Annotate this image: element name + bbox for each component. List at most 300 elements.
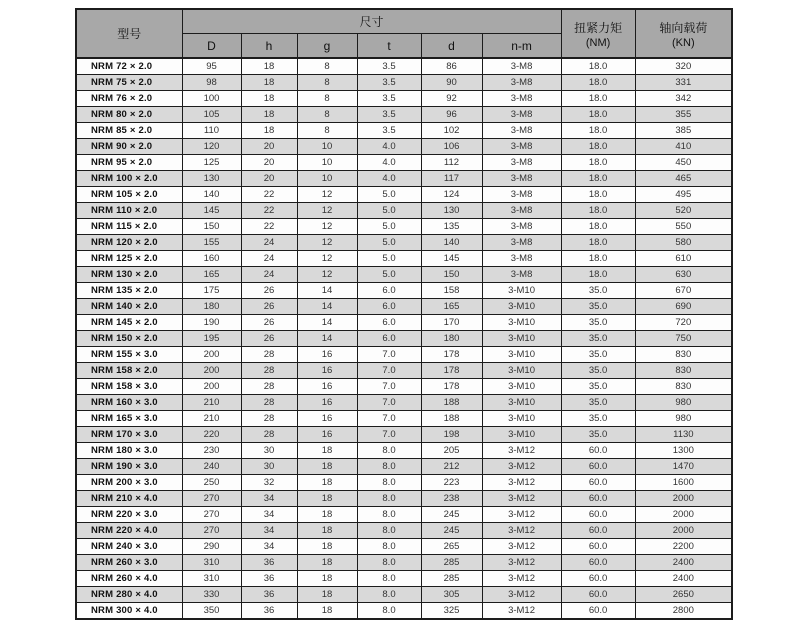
model-cell: NRM 72 × 2.0 bbox=[76, 58, 182, 75]
model-cell: NRM 190 × 3.0 bbox=[76, 459, 182, 475]
value-cell: 3-M12 bbox=[482, 507, 561, 523]
value-cell: 5.0 bbox=[357, 235, 421, 251]
value-cell: 175 bbox=[182, 283, 241, 299]
value-cell: 36 bbox=[241, 603, 297, 620]
value-cell: 8 bbox=[297, 107, 357, 123]
value-cell: 18 bbox=[297, 539, 357, 555]
value-cell: 100 bbox=[182, 91, 241, 107]
value-cell: 3-M8 bbox=[482, 171, 561, 187]
value-cell: 5.0 bbox=[357, 203, 421, 219]
value-cell: 28 bbox=[241, 363, 297, 379]
load-column-header bbox=[635, 9, 732, 58]
value-cell: 35.0 bbox=[561, 283, 635, 299]
value-cell: 36 bbox=[241, 555, 297, 571]
value-cell: 3-M12 bbox=[482, 571, 561, 587]
value-cell: 3-M8 bbox=[482, 58, 561, 75]
value-cell: 3-M12 bbox=[482, 555, 561, 571]
value-cell: 35.0 bbox=[561, 331, 635, 347]
value-cell: 92 bbox=[421, 91, 482, 107]
value-cell: 60.0 bbox=[561, 507, 635, 523]
value-cell: 120 bbox=[182, 139, 241, 155]
value-cell: 26 bbox=[241, 331, 297, 347]
value-cell: 18 bbox=[297, 443, 357, 459]
value-cell: 350 bbox=[182, 603, 241, 620]
value-cell: 7.0 bbox=[357, 379, 421, 395]
model-cell: NRM 160 × 3.0 bbox=[76, 395, 182, 411]
value-cell: 3-M10 bbox=[482, 363, 561, 379]
table-row bbox=[76, 267, 732, 283]
table-row bbox=[76, 507, 732, 523]
value-cell: 60.0 bbox=[561, 459, 635, 475]
value-cell: 3-M10 bbox=[482, 379, 561, 395]
col-header-g: g bbox=[297, 34, 357, 59]
col-header-h: h bbox=[241, 34, 297, 59]
table-row bbox=[76, 603, 732, 620]
model-cell: NRM 80 × 2.0 bbox=[76, 107, 182, 123]
table-row bbox=[76, 411, 732, 427]
value-cell: 3-M8 bbox=[482, 267, 561, 283]
value-cell: 8.0 bbox=[357, 587, 421, 603]
value-cell: 18.0 bbox=[561, 219, 635, 235]
value-cell: 3-M8 bbox=[482, 139, 561, 155]
value-cell: 18.0 bbox=[561, 91, 635, 107]
value-cell: 90 bbox=[421, 75, 482, 91]
table-row bbox=[76, 171, 732, 187]
spec-table-header bbox=[76, 9, 732, 58]
value-cell: 520 bbox=[635, 203, 732, 219]
value-cell: 270 bbox=[182, 507, 241, 523]
table-row bbox=[76, 491, 732, 507]
model-cell: NRM 110 × 2.0 bbox=[76, 203, 182, 219]
col-header-nm: n-m bbox=[482, 34, 561, 59]
value-cell: 18 bbox=[241, 107, 297, 123]
value-cell: 610 bbox=[635, 251, 732, 267]
value-cell: 980 bbox=[635, 411, 732, 427]
value-cell: 26 bbox=[241, 283, 297, 299]
value-cell: 140 bbox=[421, 235, 482, 251]
col-header-t: t bbox=[357, 34, 421, 59]
value-cell: 60.0 bbox=[561, 491, 635, 507]
value-cell: 34 bbox=[241, 491, 297, 507]
table-row bbox=[76, 379, 732, 395]
value-cell: 188 bbox=[421, 395, 482, 411]
value-cell: 112 bbox=[421, 155, 482, 171]
value-cell: 35.0 bbox=[561, 379, 635, 395]
value-cell: 3-M10 bbox=[482, 395, 561, 411]
value-cell: 178 bbox=[421, 379, 482, 395]
value-cell: 35.0 bbox=[561, 411, 635, 427]
value-cell: 28 bbox=[241, 347, 297, 363]
model-cell: NRM 140 × 2.0 bbox=[76, 299, 182, 315]
value-cell: 14 bbox=[297, 331, 357, 347]
value-cell: 28 bbox=[241, 411, 297, 427]
value-cell: 35.0 bbox=[561, 315, 635, 331]
value-cell: 3-M12 bbox=[482, 491, 561, 507]
value-cell: 1470 bbox=[635, 459, 732, 475]
table-row bbox=[76, 75, 732, 91]
value-cell: 3-M10 bbox=[482, 411, 561, 427]
value-cell: 95 bbox=[182, 58, 241, 75]
value-cell: 24 bbox=[241, 267, 297, 283]
value-cell: 331 bbox=[635, 75, 732, 91]
model-cell: NRM 260 × 4.0 bbox=[76, 571, 182, 587]
value-cell: 3-M10 bbox=[482, 283, 561, 299]
value-cell: 3.5 bbox=[357, 58, 421, 75]
value-cell: 238 bbox=[421, 491, 482, 507]
model-cell: NRM 95 × 2.0 bbox=[76, 155, 182, 171]
table-row bbox=[76, 555, 732, 571]
value-cell: 8.0 bbox=[357, 443, 421, 459]
value-cell: 28 bbox=[241, 395, 297, 411]
value-cell: 14 bbox=[297, 283, 357, 299]
value-cell: 30 bbox=[241, 459, 297, 475]
value-cell: 190 bbox=[182, 315, 241, 331]
value-cell: 3-M8 bbox=[482, 235, 561, 251]
value-cell: 212 bbox=[421, 459, 482, 475]
model-cell: NRM 100 × 2.0 bbox=[76, 171, 182, 187]
table-row bbox=[76, 123, 732, 139]
value-cell: 150 bbox=[182, 219, 241, 235]
model-cell: NRM 220 × 4.0 bbox=[76, 523, 182, 539]
value-cell: 3-M10 bbox=[482, 347, 561, 363]
value-cell: 3-M8 bbox=[482, 187, 561, 203]
table-row bbox=[76, 91, 732, 107]
value-cell: 3-M8 bbox=[482, 107, 561, 123]
value-cell: 3-M12 bbox=[482, 539, 561, 555]
torque-unit: (NM) bbox=[585, 36, 611, 49]
value-cell: 60.0 bbox=[561, 571, 635, 587]
value-cell: 12 bbox=[297, 235, 357, 251]
value-cell: 285 bbox=[421, 571, 482, 587]
model-cell: NRM 130 × 2.0 bbox=[76, 267, 182, 283]
table-row bbox=[76, 219, 732, 235]
value-cell: 6.0 bbox=[357, 283, 421, 299]
value-cell: 117 bbox=[421, 171, 482, 187]
value-cell: 124 bbox=[421, 187, 482, 203]
value-cell: 6.0 bbox=[357, 331, 421, 347]
value-cell: 16 bbox=[297, 379, 357, 395]
value-cell: 18 bbox=[241, 91, 297, 107]
value-cell: 18.0 bbox=[561, 155, 635, 171]
table-row bbox=[76, 203, 732, 219]
spec-table bbox=[75, 8, 733, 620]
value-cell: 18.0 bbox=[561, 75, 635, 91]
model-cell: NRM 135 × 2.0 bbox=[76, 283, 182, 299]
value-cell: 305 bbox=[421, 587, 482, 603]
value-cell: 342 bbox=[635, 91, 732, 107]
value-cell: 20 bbox=[241, 155, 297, 171]
value-cell: 18 bbox=[297, 571, 357, 587]
value-cell: 18 bbox=[297, 475, 357, 491]
value-cell: 7.0 bbox=[357, 427, 421, 443]
value-cell: 2800 bbox=[635, 603, 732, 620]
value-cell: 2400 bbox=[635, 555, 732, 571]
value-cell: 8.0 bbox=[357, 491, 421, 507]
value-cell: 36 bbox=[241, 571, 297, 587]
value-cell: 105 bbox=[182, 107, 241, 123]
value-cell: 3-M8 bbox=[482, 123, 561, 139]
value-cell: 450 bbox=[635, 155, 732, 171]
value-cell: 2000 bbox=[635, 523, 732, 539]
model-cell: NRM 76 × 2.0 bbox=[76, 91, 182, 107]
value-cell: 18.0 bbox=[561, 203, 635, 219]
value-cell: 60.0 bbox=[561, 475, 635, 491]
value-cell: 1600 bbox=[635, 475, 732, 491]
value-cell: 223 bbox=[421, 475, 482, 491]
value-cell: 8 bbox=[297, 58, 357, 75]
value-cell: 96 bbox=[421, 107, 482, 123]
value-cell: 200 bbox=[182, 363, 241, 379]
model-cell: NRM 260 × 3.0 bbox=[76, 555, 182, 571]
load-title: 轴向载荷 bbox=[659, 20, 708, 35]
value-cell: 28 bbox=[241, 427, 297, 443]
model-cell: NRM 85 × 2.0 bbox=[76, 123, 182, 139]
value-cell: 14 bbox=[297, 299, 357, 315]
value-cell: 2650 bbox=[635, 587, 732, 603]
table-row bbox=[76, 395, 732, 411]
value-cell: 8 bbox=[297, 123, 357, 139]
value-cell: 495 bbox=[635, 187, 732, 203]
value-cell: 3-M12 bbox=[482, 443, 561, 459]
model-column-header: 型号 bbox=[76, 9, 182, 58]
value-cell: 320 bbox=[635, 58, 732, 75]
value-cell: 2000 bbox=[635, 507, 732, 523]
value-cell: 60.0 bbox=[561, 539, 635, 555]
value-cell: 8.0 bbox=[357, 475, 421, 491]
value-cell: 230 bbox=[182, 443, 241, 459]
value-cell: 18 bbox=[297, 459, 357, 475]
value-cell: 3-M10 bbox=[482, 299, 561, 315]
table-row bbox=[76, 315, 732, 331]
value-cell: 18 bbox=[297, 491, 357, 507]
value-cell: 4.0 bbox=[357, 139, 421, 155]
value-cell: 16 bbox=[297, 363, 357, 379]
value-cell: 5.0 bbox=[357, 219, 421, 235]
table-row bbox=[76, 459, 732, 475]
value-cell: 22 bbox=[241, 187, 297, 203]
table-row bbox=[76, 139, 732, 155]
value-cell: 3-M12 bbox=[482, 523, 561, 539]
value-cell: 18 bbox=[297, 507, 357, 523]
value-cell: 670 bbox=[635, 283, 732, 299]
value-cell: 18.0 bbox=[561, 171, 635, 187]
value-cell: 210 bbox=[182, 395, 241, 411]
value-cell: 12 bbox=[297, 267, 357, 283]
table-row bbox=[76, 155, 732, 171]
value-cell: 3-M10 bbox=[482, 331, 561, 347]
value-cell: 34 bbox=[241, 539, 297, 555]
value-cell: 12 bbox=[297, 251, 357, 267]
value-cell: 160 bbox=[182, 251, 241, 267]
table-row bbox=[76, 523, 732, 539]
value-cell: 110 bbox=[182, 123, 241, 139]
value-cell: 198 bbox=[421, 427, 482, 443]
value-cell: 178 bbox=[421, 363, 482, 379]
value-cell: 150 bbox=[421, 267, 482, 283]
value-cell: 4.0 bbox=[357, 155, 421, 171]
value-cell: 6.0 bbox=[357, 315, 421, 331]
col-header-D: D bbox=[182, 34, 241, 59]
value-cell: 135 bbox=[421, 219, 482, 235]
value-cell: 8.0 bbox=[357, 539, 421, 555]
value-cell: 8 bbox=[297, 91, 357, 107]
value-cell: 245 bbox=[421, 523, 482, 539]
value-cell: 10 bbox=[297, 171, 357, 187]
value-cell: 3.5 bbox=[357, 123, 421, 139]
value-cell: 34 bbox=[241, 523, 297, 539]
value-cell: 330 bbox=[182, 587, 241, 603]
value-cell: 200 bbox=[182, 347, 241, 363]
value-cell: 18.0 bbox=[561, 187, 635, 203]
value-cell: 35.0 bbox=[561, 427, 635, 443]
value-cell: 102 bbox=[421, 123, 482, 139]
value-cell: 35.0 bbox=[561, 363, 635, 379]
value-cell: 720 bbox=[635, 315, 732, 331]
value-cell: 3-M12 bbox=[482, 475, 561, 491]
value-cell: 35.0 bbox=[561, 395, 635, 411]
value-cell: 10 bbox=[297, 155, 357, 171]
value-cell: 550 bbox=[635, 219, 732, 235]
value-cell: 245 bbox=[421, 507, 482, 523]
model-cell: NRM 180 × 3.0 bbox=[76, 443, 182, 459]
value-cell: 3.5 bbox=[357, 75, 421, 91]
table-row bbox=[76, 475, 732, 491]
value-cell: 130 bbox=[421, 203, 482, 219]
value-cell: 2400 bbox=[635, 571, 732, 587]
value-cell: 18.0 bbox=[561, 235, 635, 251]
value-cell: 3-M10 bbox=[482, 427, 561, 443]
value-cell: 410 bbox=[635, 139, 732, 155]
load-unit: (KN) bbox=[672, 36, 695, 49]
value-cell: 155 bbox=[182, 235, 241, 251]
value-cell: 7.0 bbox=[357, 395, 421, 411]
model-cell: NRM 120 × 2.0 bbox=[76, 235, 182, 251]
model-cell: NRM 240 × 3.0 bbox=[76, 539, 182, 555]
model-cell: NRM 210 × 4.0 bbox=[76, 491, 182, 507]
value-cell: 106 bbox=[421, 139, 482, 155]
table-row bbox=[76, 587, 732, 603]
value-cell: 265 bbox=[421, 539, 482, 555]
table-row bbox=[76, 235, 732, 251]
value-cell: 1130 bbox=[635, 427, 732, 443]
value-cell: 4.0 bbox=[357, 171, 421, 187]
value-cell: 86 bbox=[421, 58, 482, 75]
model-cell: NRM 280 × 4.0 bbox=[76, 587, 182, 603]
value-cell: 7.0 bbox=[357, 363, 421, 379]
value-cell: 3-M12 bbox=[482, 587, 561, 603]
value-cell: 130 bbox=[182, 171, 241, 187]
model-cell: NRM 115 × 2.0 bbox=[76, 219, 182, 235]
value-cell: 3-M10 bbox=[482, 315, 561, 331]
value-cell: 3.5 bbox=[357, 91, 421, 107]
value-cell: 18 bbox=[297, 555, 357, 571]
value-cell: 3-M8 bbox=[482, 251, 561, 267]
value-cell: 34 bbox=[241, 507, 297, 523]
value-cell: 60.0 bbox=[561, 587, 635, 603]
model-cell: NRM 75 × 2.0 bbox=[76, 75, 182, 91]
value-cell: 5.0 bbox=[357, 187, 421, 203]
value-cell: 270 bbox=[182, 523, 241, 539]
value-cell: 240 bbox=[182, 459, 241, 475]
value-cell: 195 bbox=[182, 331, 241, 347]
value-cell: 60.0 bbox=[561, 555, 635, 571]
model-cell: NRM 155 × 3.0 bbox=[76, 347, 182, 363]
value-cell: 250 bbox=[182, 475, 241, 491]
value-cell: 24 bbox=[241, 235, 297, 251]
value-cell: 60.0 bbox=[561, 603, 635, 620]
value-cell: 580 bbox=[635, 235, 732, 251]
value-cell: 14 bbox=[297, 315, 357, 331]
torque-column-header bbox=[561, 9, 635, 58]
value-cell: 170 bbox=[421, 315, 482, 331]
value-cell: 3-M12 bbox=[482, 459, 561, 475]
value-cell: 8.0 bbox=[357, 603, 421, 620]
model-cell: NRM 165 × 3.0 bbox=[76, 411, 182, 427]
value-cell: 18.0 bbox=[561, 107, 635, 123]
value-cell: 180 bbox=[421, 331, 482, 347]
value-cell: 16 bbox=[297, 347, 357, 363]
value-cell: 178 bbox=[421, 347, 482, 363]
value-cell: 60.0 bbox=[561, 523, 635, 539]
value-cell: 325 bbox=[421, 603, 482, 620]
model-cell: NRM 200 × 3.0 bbox=[76, 475, 182, 491]
value-cell: 18 bbox=[241, 75, 297, 91]
value-cell: 18 bbox=[241, 123, 297, 139]
value-cell: 16 bbox=[297, 427, 357, 443]
model-cell: NRM 105 × 2.0 bbox=[76, 187, 182, 203]
value-cell: 7.0 bbox=[357, 347, 421, 363]
value-cell: 140 bbox=[182, 187, 241, 203]
value-cell: 165 bbox=[421, 299, 482, 315]
value-cell: 270 bbox=[182, 491, 241, 507]
value-cell: 12 bbox=[297, 203, 357, 219]
value-cell: 830 bbox=[635, 363, 732, 379]
torque-title: 扭紧力矩 bbox=[574, 20, 623, 35]
value-cell: 35.0 bbox=[561, 299, 635, 315]
table-row bbox=[76, 363, 732, 379]
model-cell: NRM 125 × 2.0 bbox=[76, 251, 182, 267]
value-cell: 20 bbox=[241, 139, 297, 155]
table-row bbox=[76, 299, 732, 315]
table-row bbox=[76, 443, 732, 459]
value-cell: 3-M8 bbox=[482, 203, 561, 219]
value-cell: 18 bbox=[297, 603, 357, 620]
value-cell: 36 bbox=[241, 587, 297, 603]
value-cell: 3-M8 bbox=[482, 219, 561, 235]
col-header-d: d bbox=[421, 34, 482, 59]
value-cell: 18 bbox=[297, 523, 357, 539]
value-cell: 20 bbox=[241, 171, 297, 187]
value-cell: 210 bbox=[182, 411, 241, 427]
spec-table-body bbox=[76, 58, 732, 619]
value-cell: 3.5 bbox=[357, 107, 421, 123]
table-row bbox=[76, 58, 732, 75]
value-cell: 18 bbox=[297, 587, 357, 603]
value-cell: 145 bbox=[182, 203, 241, 219]
value-cell: 750 bbox=[635, 331, 732, 347]
value-cell: 3-M8 bbox=[482, 91, 561, 107]
value-cell: 28 bbox=[241, 379, 297, 395]
table-row bbox=[76, 283, 732, 299]
value-cell: 630 bbox=[635, 267, 732, 283]
value-cell: 22 bbox=[241, 219, 297, 235]
value-cell: 8.0 bbox=[357, 523, 421, 539]
value-cell: 385 bbox=[635, 123, 732, 139]
value-cell: 8.0 bbox=[357, 555, 421, 571]
value-cell: 30 bbox=[241, 443, 297, 459]
value-cell: 26 bbox=[241, 315, 297, 331]
value-cell: 32 bbox=[241, 475, 297, 491]
